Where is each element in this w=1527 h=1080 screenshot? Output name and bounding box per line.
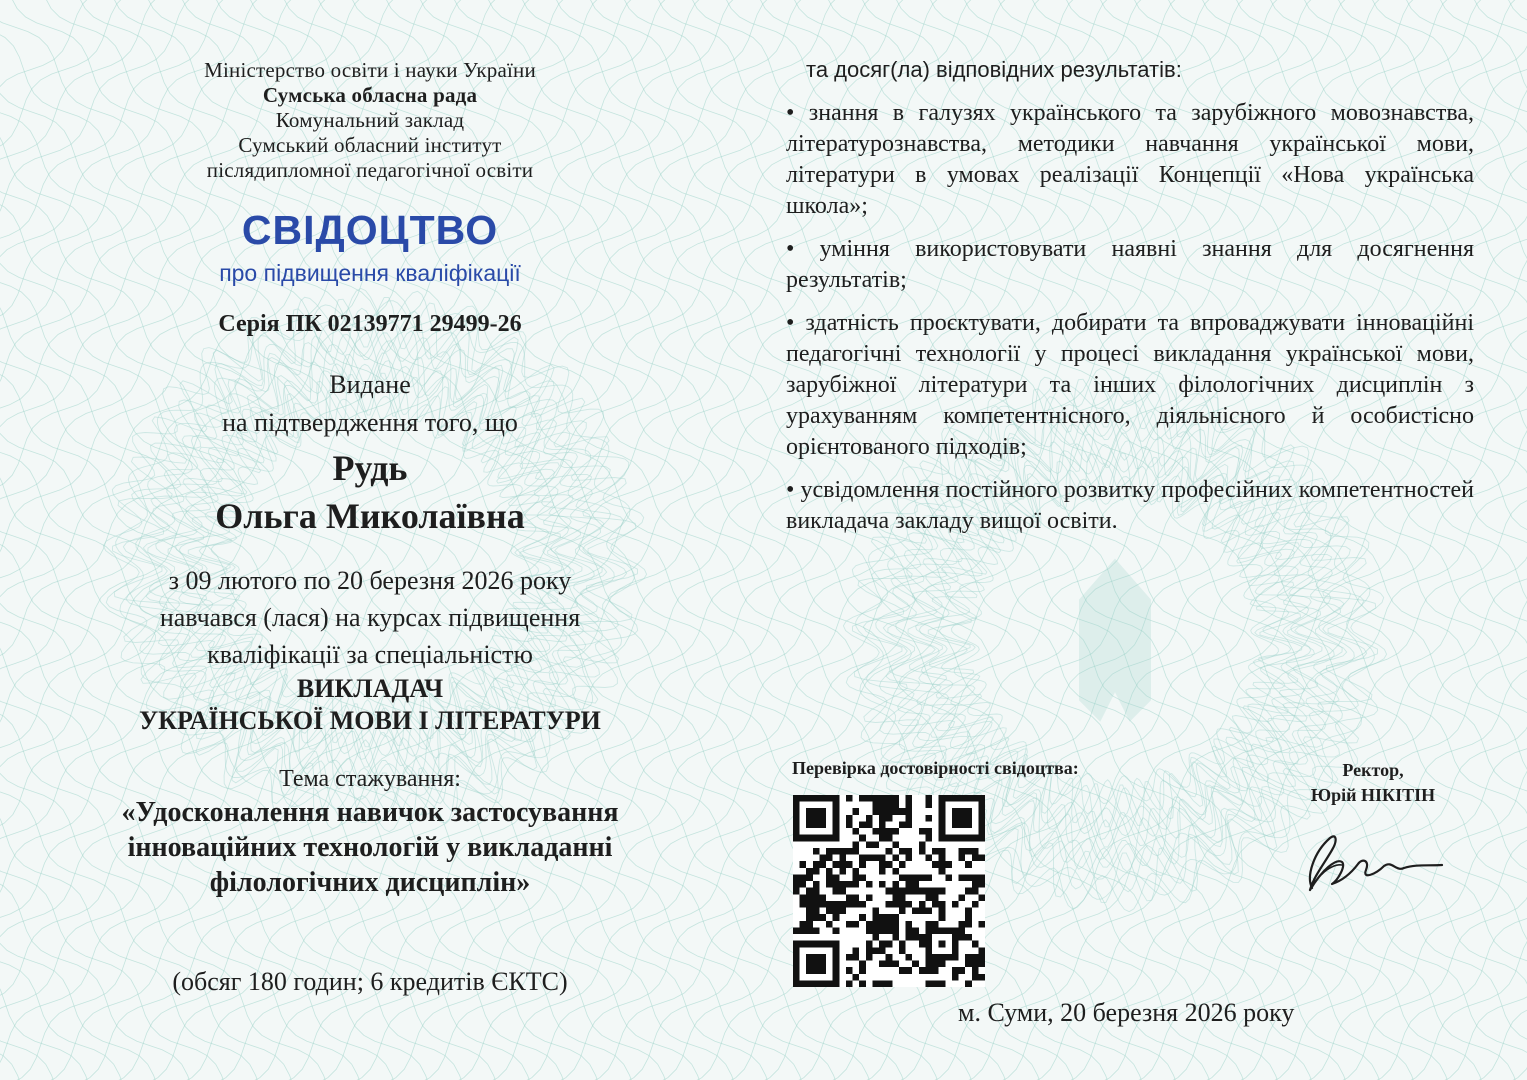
holder-surname: Рудь [332,448,408,488]
result-item: • усвідомлення постійного розвитку професійних компетентностей викладача закладу вищої освіти. [786,477,1474,534]
rector-block [1288,758,1458,808]
study-statement [60,562,680,673]
holder-name [60,444,680,540]
study-line2: навчався (лася) на курсах підвищення [159,603,581,632]
topic-line2: інноваційних технологій у викладанні [127,832,613,863]
right-page [786,56,1474,549]
certificate-title: СВІДОЦТВО [241,207,499,253]
results-intro: та досяг(ла) відповідних результатів: [806,57,1182,82]
signature-icon [1292,818,1452,904]
council-name: Сумська обласна рада [262,83,478,107]
result-item: • знання в галузях українського та зарубіжного мовознавства, літературознавства, методики навчання української мови, літератури в умовах реалізації Концепції «Нова українська школа»; [786,100,1474,219]
study-line1: з 09 лютого по 20 березня 2026 року [168,566,572,595]
verification-label: Перевірка достовірності свідоцтва: [792,758,1079,778]
result-item: • здатність проєктувати, добирати та впроваджувати інноваційні педагогічні технології у процесі викладання української мови, зарубіжної літератури та інших філологічних дисциплін з урахуванням компетентнісного, діяльнісного й особистісно орієнтованого підходів; [786,310,1474,460]
rector-name: Юрій НІКІТІН [1310,785,1436,805]
topic-line1: «Удосконалення навичок застосування [121,797,619,828]
course-volume: (обсяг 180 годин; 6 кредитів ЄКТС) [172,967,568,996]
holder-given-names: Ольга Миколаївна [215,496,525,536]
certificate-subtitle: про підвищення кваліфікації [219,260,521,286]
results-list [786,98,1474,537]
study-line3: кваліфікації за спеціальністю [207,640,533,669]
topic-line3: філологічних дисциплін» [209,867,531,898]
rector-title: Ректор, [1342,760,1404,780]
issued-statement [60,366,680,442]
institution-type: Комунальний заклад [275,108,465,132]
specialty-line1: ВИКЛАДАЧ [296,674,444,703]
certificate-series: Серія ПК 02139771 29499-26 [218,311,522,337]
institute-name-line2: післядипломної педагогічної освіти [206,158,534,182]
result-item: • уміння використовувати наявні знання для досягнення результатів; [786,236,1474,293]
specialty-line2: УКРАЇНСЬКОЇ МОВИ І ЛІТЕРАТУРИ [139,706,601,735]
ministry-name: Міністерство освіти і науки України [204,58,536,82]
qr-code-icon[interactable] [793,795,985,987]
issuer-header [60,58,680,183]
topic-label: Тема стажування: [279,766,461,792]
specialty [60,673,680,737]
place-and-date: м. Суми, 20 березня 2026 року [958,998,1295,1027]
left-page [60,58,680,998]
issued-line1: Видане [329,370,411,399]
internship-topic [60,795,680,900]
issued-line2: на підтвердження того, що [222,408,518,437]
institute-name-line1: Сумський обласний інститут [238,133,502,157]
